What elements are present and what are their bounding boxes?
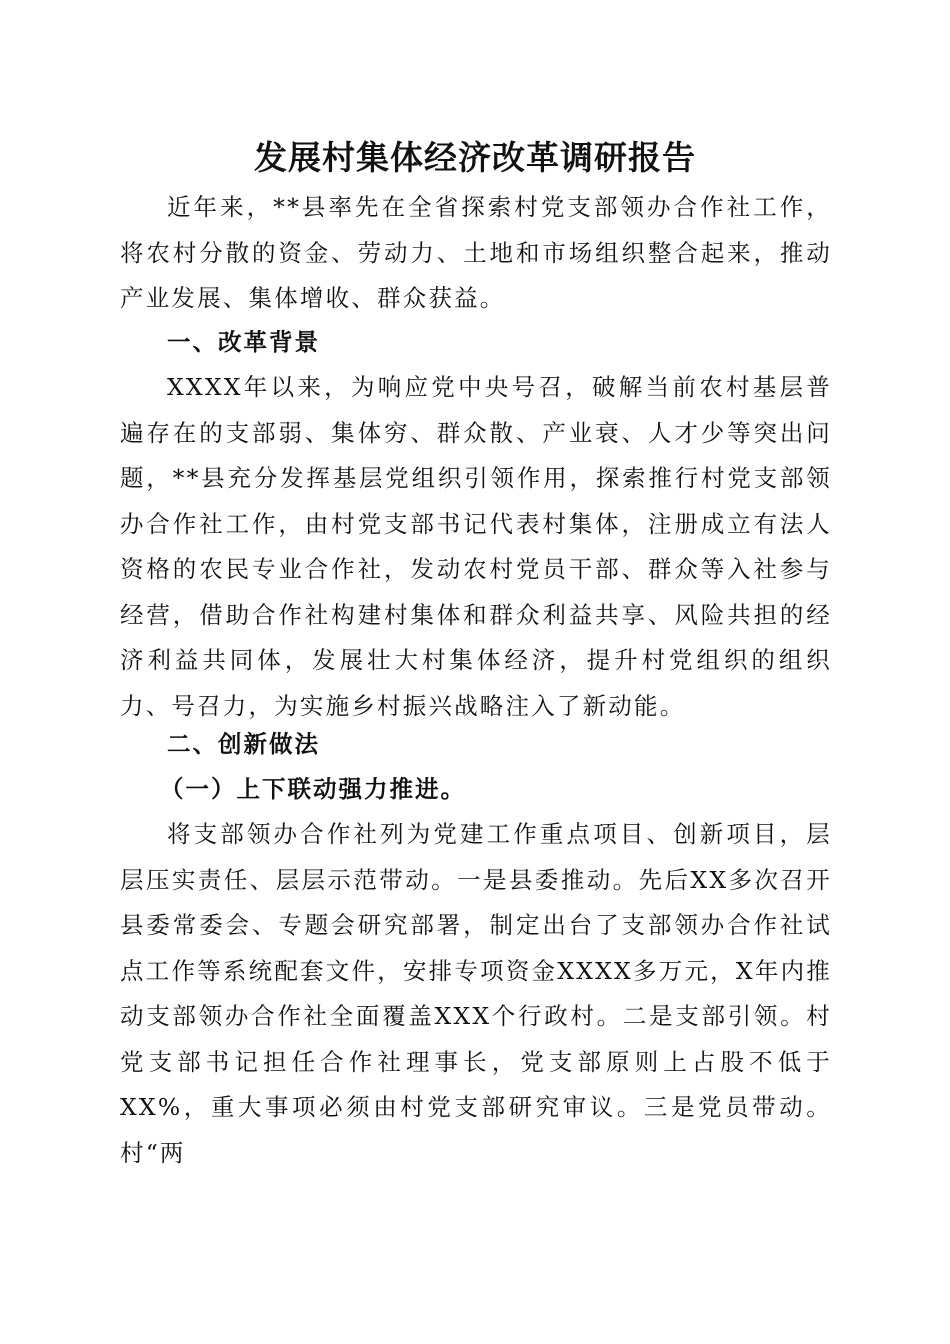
document-title: 发展村集体经济改革调研报告 bbox=[254, 138, 696, 177]
section-heading-innovation: 二、创新做法 bbox=[167, 730, 320, 758]
background-paragraph: XXXX年以来，为响应党中央号召，破解当前农村基层普遍存在的支部弱、集体穷、群众散、产业衰、人才少等突出问题，**县充分发挥基层党组织引领作用，探索推行村党支部领办合作社工作，由村党支部书记代表村集体，注册成立有法人资格的农民专业合作社，发动农村党员干部、群众等入社参与经营，借助合作社构建村集体和群众利益共享、风险共担的经济利益共同体，发展壮大村集体经济，提升村党组织的组织力、号召力，为实施乡村振兴战略注入了新动能。 bbox=[120, 373, 832, 720]
subheading-linkage: （一）上下联动强力推进。 bbox=[160, 775, 466, 803]
section-heading-background: 一、改革背景 bbox=[167, 328, 320, 356]
intro-paragraph: 近年来，**县率先在全省探索村党支部领办合作社工作，将农村分散的资金、劳动力、土地和市场组织整合起来，推动产业发展、集体增收、群众获益。 bbox=[120, 193, 832, 312]
innovation-paragraph: 将支部领办合作社列为党建工作重点项目、创新项目，层层压实责任、层层示范带动。一是县委推动。先后XX多次召开县委常委会、专题会研究部署，制定出台了支部领办合作社试点工作等系统配套文件，安排专项资金XXXX多万元，X年内推动支部领办合作社全面覆盖XXX个行政村。二是支部引领。村党支部书记担任合作社理事长，党支部原则上占股不低于XX%，重大事项必须由村党支部研究审议。三是党员带动。村“两 bbox=[120, 820, 832, 1167]
